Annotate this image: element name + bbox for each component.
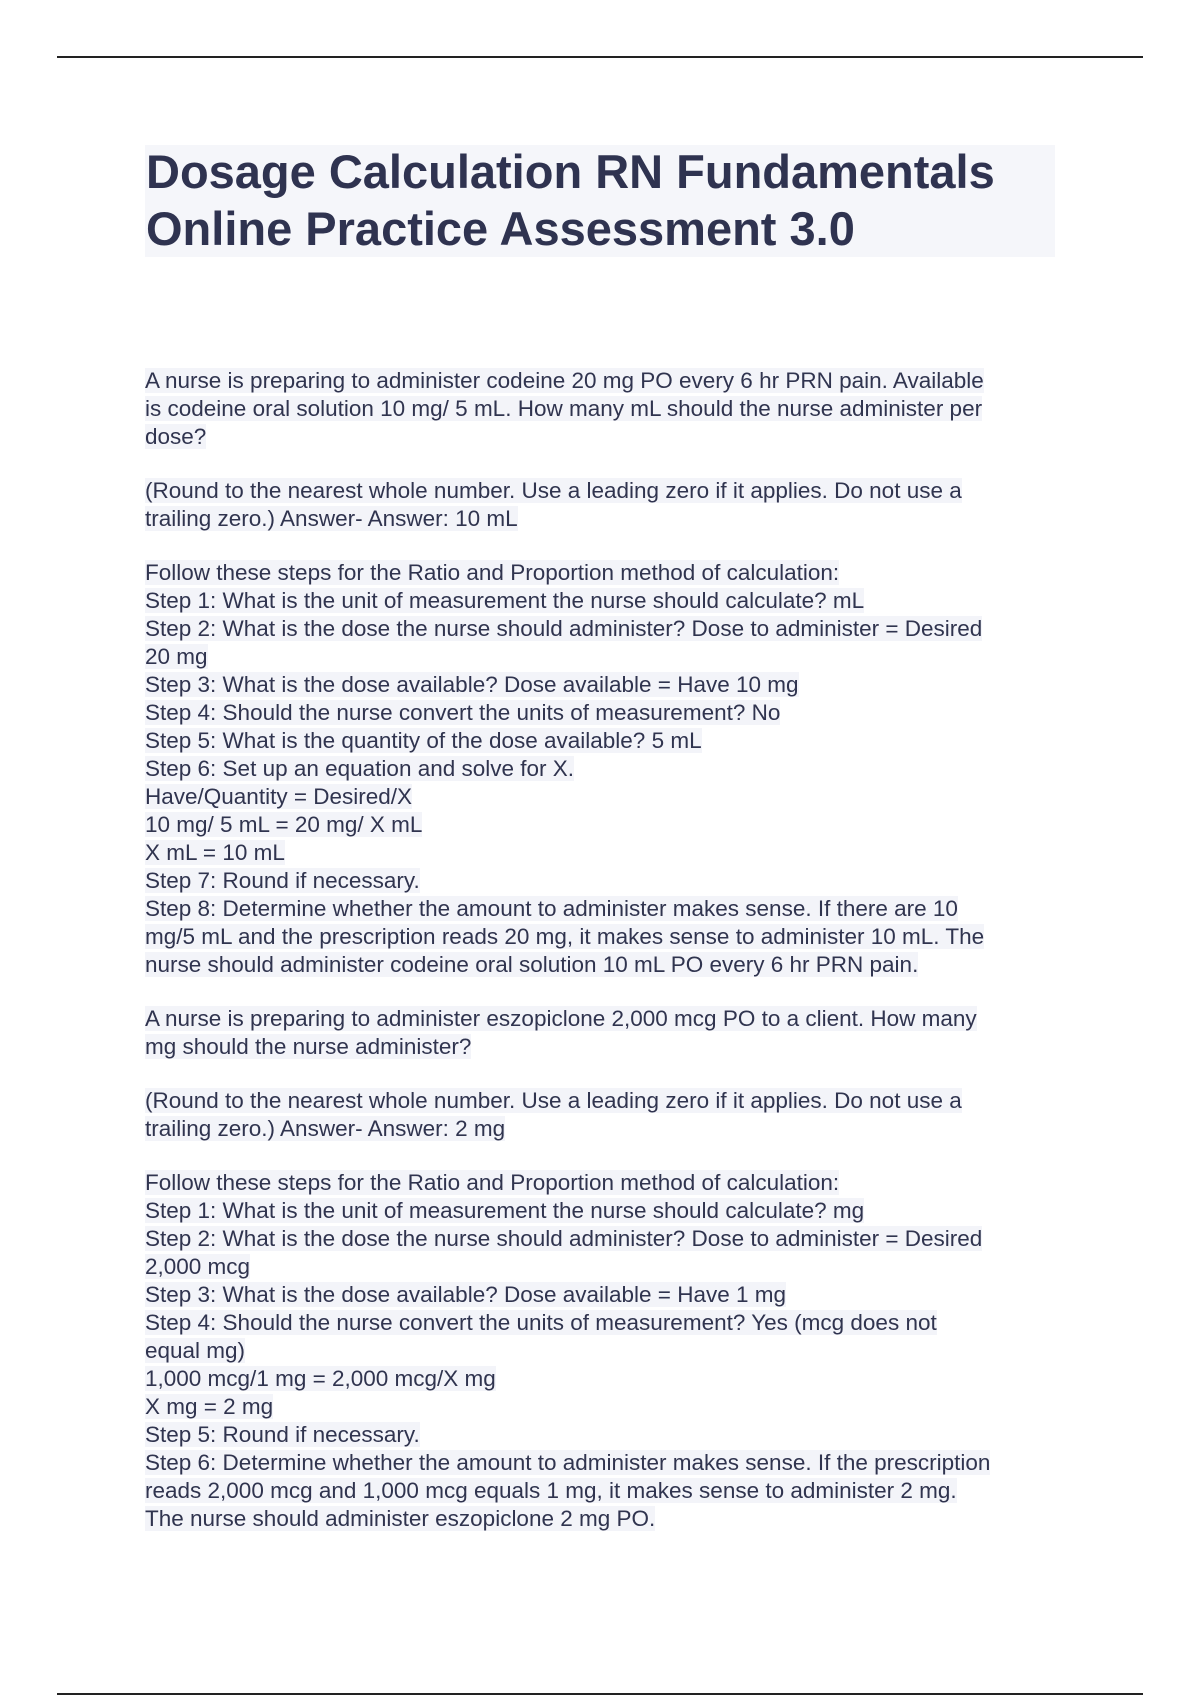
step-line: Step 1: What is the unit of measurement the nurse should calculate? mL <box>145 588 865 613</box>
step-line: 2,000 mcg <box>145 1254 251 1279</box>
question-line: is codeine oral solution 10 mg/ 5 mL. How many mL should the nurse administer per <box>145 396 983 421</box>
instruction-line: trailing zero.) Answer- Answer: 2 mg <box>145 1116 506 1141</box>
step-line: Step 4: Should the nurse convert the units of measurement? No <box>145 700 781 725</box>
step-line: 1,000 mcg/1 mg = 2,000 mcg/X mg <box>145 1366 496 1391</box>
instruction-line: (Round to the nearest whole number. Use a leading zero if it applies. Do not use a <box>145 478 962 503</box>
step-line: Follow these steps for the Ratio and Proportion method of calculation: <box>145 560 840 585</box>
instruction-line: (Round to the nearest whole number. Use a leading zero if it applies. Do not use a <box>145 1088 962 1113</box>
instruction-line: trailing zero.) Answer- Answer: 10 mL <box>145 506 518 531</box>
question-line: mg should the nurse administer? <box>145 1034 472 1059</box>
document-body <box>145 367 1075 1533</box>
step-line: Step 6: Set up an equation and solve for X. <box>145 756 575 781</box>
step-line: Step 8: Determine whether the amount to administer makes sense. If there are 10 <box>145 896 958 921</box>
step-line: reads 2,000 mcg and 1,000 mcg equals 1 mg, it makes sense to administer 2 mg. <box>145 1478 957 1503</box>
step-line: X mL = 10 mL <box>145 840 285 865</box>
question-1 <box>145 367 1075 451</box>
step-line: 10 mg/ 5 mL = 20 mg/ X mL <box>145 812 423 837</box>
question-2-steps <box>145 1169 1075 1533</box>
step-line: equal mg) <box>145 1338 246 1363</box>
step-line: Follow these steps for the Ratio and Proportion method of calculation: <box>145 1170 840 1195</box>
question-1-steps <box>145 559 1075 979</box>
step-line: Step 2: What is the dose the nurse should administer? Dose to administer = Desired <box>145 1226 983 1251</box>
step-line: Step 6: Determine whether the amount to administer makes sense. If the prescription <box>145 1450 991 1475</box>
question-2-instruction <box>145 1087 1075 1143</box>
step-line: Step 1: What is the unit of measurement the nurse should calculate? mg <box>145 1198 865 1223</box>
question-line: A nurse is preparing to administer codeine 20 mg PO every 6 hr PRN pain. Available <box>145 368 984 393</box>
question-1-instruction <box>145 477 1075 533</box>
step-line: mg/5 mL and the prescription reads 20 mg, it makes sense to administer 10 mL. The <box>145 924 985 949</box>
step-line: The nurse should administer eszopiclone 2 mg PO. <box>145 1506 656 1531</box>
step-line: Have/Quantity = Desired/X <box>145 784 413 809</box>
step-line: Step 4: Should the nurse convert the units of measurement? Yes (mcg does not <box>145 1310 937 1335</box>
step-line: nurse should administer codeine oral solution 10 mL PO every 6 hr PRN pain. <box>145 952 919 977</box>
question-2 <box>145 1005 1075 1061</box>
step-line: Step 5: What is the quantity of the dose available? 5 mL <box>145 728 702 753</box>
bottom-rule <box>57 1693 1143 1695</box>
step-line: Step 5: Round if necessary. <box>145 1422 420 1447</box>
top-rule <box>57 56 1143 58</box>
step-line: Step 7: Round if necessary. <box>145 868 420 893</box>
page-title <box>146 143 995 257</box>
title-line: Dosage Calculation RN Fundamentals <box>146 145 995 198</box>
title-line: Online Practice Assessment 3.0 <box>146 202 855 255</box>
step-line: X mg = 2 mg <box>145 1394 274 1419</box>
step-line: Step 3: What is the dose available? Dose available = Have 1 mg <box>145 1282 786 1307</box>
question-line: dose? <box>145 424 207 449</box>
question-line: A nurse is preparing to administer eszopiclone 2,000 mcg PO to a client. How many <box>145 1006 977 1031</box>
step-line: 20 mg <box>145 644 208 669</box>
step-line: Step 3: What is the dose available? Dose available = Have 10 mg <box>145 672 799 697</box>
step-line: Step 2: What is the dose the nurse should administer? Dose to administer = Desired <box>145 616 983 641</box>
